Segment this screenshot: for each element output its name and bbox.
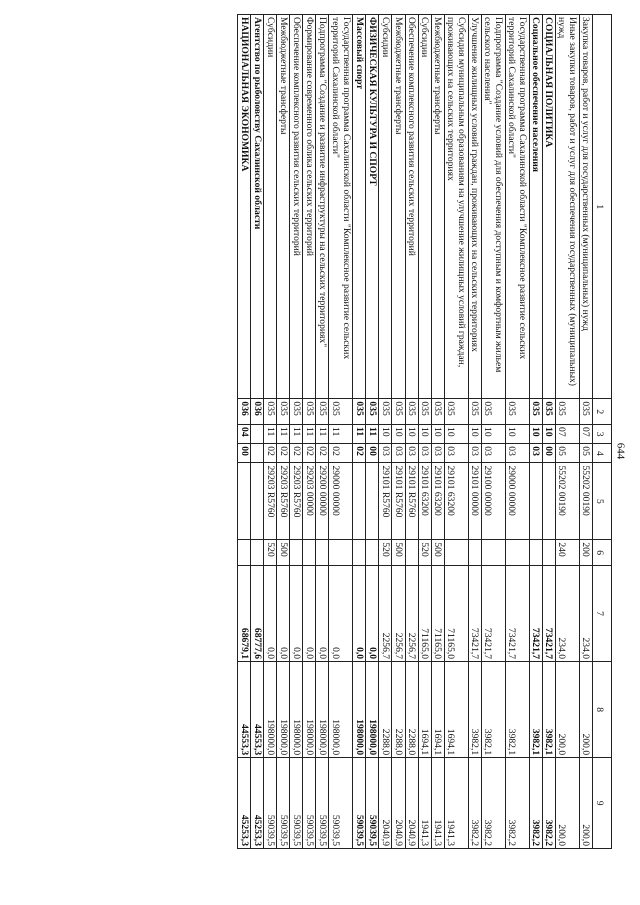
row-value-cell: 73421,7 [542,565,555,661]
row-value-cell: 02 [290,444,303,463]
row-value-cell: 036 [238,399,251,425]
row-value-cell: 2256,7 [405,565,418,661]
table-body [238,15,593,849]
row-value-cell: 29100 00000 [481,463,505,540]
column-header: 3 [593,425,612,444]
row-value-cell: 200,0 [579,758,592,849]
row-value-cell: 520 [379,540,392,566]
row-value-cell: 02 [316,444,329,463]
column-header: 1 [593,15,612,399]
row-value-cell: 03 [505,444,529,463]
row-value-cell: 3982,2 [468,758,481,849]
row-value-cell: 035 [468,399,481,425]
row-name-cell: Закупка товаров, работ и услуг для государственных (муниципальных) нужд [579,15,592,399]
row-value-cell: 198000,0 [366,662,379,758]
row-name-cell: Формирование современного облика сельских территорий [303,15,316,399]
row-value-cell [444,540,468,566]
row-value-cell: 00 [366,444,379,463]
row-value-cell: 71165,0 [431,565,444,661]
row-value-cell: 29101 00000 [468,463,481,540]
table-row [481,15,505,849]
row-value-cell: 07 [579,425,592,444]
row-value-cell: 035 [405,399,418,425]
row-value-cell: 035 [431,399,444,425]
row-value-cell: 29101 63200 [418,463,431,540]
row-value-cell [468,540,481,566]
row-value-cell: 29200 00000 [316,463,329,540]
row-value-cell: 035 [529,399,542,425]
row-value-cell: 73421,7 [505,565,529,661]
row-value-cell: 10 [431,425,444,444]
row-value-cell: 198000,0 [316,662,329,758]
row-value-cell: 02 [303,444,316,463]
row-value-cell [481,540,505,566]
row-value-cell: 29000 00000 [329,463,353,540]
table-row [444,15,468,849]
row-value-cell: 29101 R5760 [379,463,392,540]
row-value-cell: 500 [277,540,290,566]
row-value-cell: 240 [555,540,579,566]
row-value-cell: 10 [529,425,542,444]
row-value-cell: 03 [444,444,468,463]
row-value-cell [251,425,264,444]
row-value-cell: 73421,7 [468,565,481,661]
column-header: 4 [593,444,612,463]
row-value-cell: 00 [238,444,251,463]
table-row [405,15,418,849]
column-header: 7 [593,565,612,661]
table-row [366,15,379,849]
row-value-cell: 035 [329,399,353,425]
row-value-cell: 68679,1 [238,565,251,661]
table-row [316,15,329,849]
row-value-cell [290,540,303,566]
row-value-cell: 0,0 [366,565,379,661]
row-value-cell: 1694,1 [431,662,444,758]
row-value-cell: 035 [264,399,277,425]
row-value-cell: 3982,2 [542,758,555,849]
row-value-cell: 03 [392,444,405,463]
row-value-cell: 035 [481,399,505,425]
row-value-cell [251,463,264,540]
row-value-cell: 035 [579,399,592,425]
row-value-cell: 29203 R5760 [290,463,303,540]
row-name-cell: Социальное обеспечение населения [529,15,542,399]
row-value-cell: 198000,0 [303,662,316,758]
row-value-cell [316,540,329,566]
row-value-cell: 03 [431,444,444,463]
row-value-cell: 59039,5 [316,758,329,849]
row-name-cell: Агентство по рыболовству Сахалинской области [251,15,264,399]
table-row [251,15,264,849]
row-name-cell: Межбюджетные трансферты [392,15,405,399]
table-row [392,15,405,849]
row-name-cell: Субсидии [418,15,431,399]
column-header: 5 [593,463,612,540]
row-name-cell: НАЦИОНАЛЬНАЯ ЭКОНОМИКА [238,15,251,399]
row-value-cell: 0,0 [277,565,290,661]
row-value-cell: 59039,5 [366,758,379,849]
row-value-cell: 71165,0 [418,565,431,661]
row-name-cell: СОЦИАЛЬНАЯ ПОЛИТИКА [542,15,555,399]
row-value-cell: 04 [238,425,251,444]
row-value-cell: 59039,5 [277,758,290,849]
row-value-cell: 3982,1 [529,662,542,758]
row-name-cell: Улучшение жилищных условий граждан, проживающих на сельских территориях [468,15,481,399]
row-value-cell: 0,0 [264,565,277,661]
row-value-cell: 29203 00000 [303,463,316,540]
row-value-cell: 11 [303,425,316,444]
row-value-cell: 0,0 [290,565,303,661]
table-row [468,15,481,849]
row-value-cell [366,463,379,540]
row-value-cell: 035 [290,399,303,425]
row-name-cell: Субсидия муниципальным образованиям на улучшение жилищных условий граждан, проживающих на сельских территориях [444,15,468,399]
row-value-cell: 2040,9 [379,758,392,849]
row-value-cell: 520 [418,540,431,566]
row-name-cell: Массовый спорт [353,15,366,399]
row-value-cell: 55202 00190 [579,463,592,540]
row-name-cell: Иные закупки товаров, работ и услуг для обеспечения государственных (муниципальных) нужд [555,15,579,399]
row-value-cell [542,540,555,566]
row-value-cell: 10 [468,425,481,444]
row-value-cell: 59039,5 [353,758,366,849]
row-value-cell: 036 [251,399,264,425]
row-value-cell: 29203 R5760 [264,463,277,540]
budget-table [237,14,612,849]
row-value-cell: 59039,5 [303,758,316,849]
row-value-cell: 02 [277,444,290,463]
row-value-cell [529,463,542,540]
row-value-cell: 0,0 [316,565,329,661]
row-value-cell: 71165,0 [444,565,468,661]
row-value-cell: 1694,1 [418,662,431,758]
table-row [264,15,277,849]
row-value-cell: 520 [264,540,277,566]
row-value-cell: 200 [579,540,592,566]
row-value-cell: 1694,1 [444,662,468,758]
row-value-cell: 0,0 [329,565,353,661]
row-value-cell: 10 [481,425,505,444]
row-name-cell: Обеспечение комплексного развития сельских территорий [405,15,418,399]
table-row [579,15,592,849]
header-row [593,15,612,849]
table-row [277,15,290,849]
row-value-cell: 03 [468,444,481,463]
row-value-cell: 035 [542,399,555,425]
row-value-cell: 73421,7 [529,565,542,661]
row-name-cell: Межбюджетные трансферты [277,15,290,399]
row-value-cell: 10 [444,425,468,444]
row-value-cell: 200,0 [555,662,579,758]
row-value-cell: 234,0 [555,565,579,661]
row-value-cell: 45253,3 [238,758,251,849]
row-value-cell: 500 [431,540,444,566]
row-value-cell: 11 [316,425,329,444]
row-value-cell: 10 [379,425,392,444]
row-value-cell: 29101 63200 [431,463,444,540]
row-value-cell: 2256,7 [392,565,405,661]
row-value-cell [329,540,353,566]
row-value-cell: 198000,0 [277,662,290,758]
row-value-cell: 200,0 [579,662,592,758]
row-value-cell: 3982,2 [529,758,542,849]
page-number: 644 [613,442,626,460]
row-value-cell: 035 [444,399,468,425]
table-row [303,15,316,849]
row-value-cell: 3982,1 [542,662,555,758]
row-value-cell: 035 [392,399,405,425]
row-value-cell: 05 [555,444,579,463]
row-value-cell: 035 [303,399,316,425]
row-value-cell: 44553,3 [251,662,264,758]
row-value-cell: 1941,3 [431,758,444,849]
table-row [379,15,392,849]
row-value-cell: 198000,0 [264,662,277,758]
row-value-cell: 44553,3 [238,662,251,758]
row-value-cell: 035 [379,399,392,425]
row-value-cell: 59039,5 [329,758,353,849]
row-value-cell: 29203 R5760 [277,463,290,540]
row-value-cell [353,463,366,540]
row-value-cell: 200,0 [555,758,579,849]
row-value-cell: 234,0 [579,565,592,661]
table-row [542,15,555,849]
row-name-cell: Государственная программа Сахалинской области "Комплексное развитие сельских территорий Сахалинской области" [505,15,529,399]
row-value-cell: 45253,3 [251,758,264,849]
row-name-cell: Межбюджетные трансферты [431,15,444,399]
row-value-cell: 035 [505,399,529,425]
row-value-cell: 035 [555,399,579,425]
row-value-cell: 02 [353,444,366,463]
row-value-cell: 3982,2 [481,758,505,849]
table-row [418,15,431,849]
row-value-cell: 10 [542,425,555,444]
row-value-cell: 035 [353,399,366,425]
row-name-cell: Подпрограмма "Создание условий для обеспечения доступным и комфортным жильем сельского населения" [481,15,505,399]
row-value-cell: 2288,0 [405,662,418,758]
row-value-cell: 035 [418,399,431,425]
row-value-cell: 55202 00190 [555,463,579,540]
row-value-cell [405,540,418,566]
row-value-cell [251,444,264,463]
row-value-cell: 03 [379,444,392,463]
row-value-cell: 59039,5 [290,758,303,849]
row-value-cell: 11 [277,425,290,444]
column-header: 6 [593,540,612,566]
row-name-cell: Субсидии [264,15,277,399]
row-value-cell: 2256,7 [379,565,392,661]
row-value-cell: 11 [290,425,303,444]
table-header [593,15,612,849]
row-value-cell: 500 [392,540,405,566]
row-value-cell [366,540,379,566]
row-value-cell: 3982,1 [505,662,529,758]
row-value-cell: 29101 R5760 [392,463,405,540]
row-value-cell [303,540,316,566]
column-header: 9 [593,758,612,849]
table-row [431,15,444,849]
row-value-cell: 11 [329,425,353,444]
row-value-cell: 3982,1 [481,662,505,758]
row-value-cell: 03 [418,444,431,463]
row-value-cell: 2288,0 [392,662,405,758]
row-value-cell [529,540,542,566]
row-value-cell: 10 [392,425,405,444]
row-value-cell: 3982,2 [505,758,529,849]
table-row [529,15,542,849]
row-value-cell: 03 [481,444,505,463]
row-name-cell: Обеспечение комплексного развития сельских территорий [290,15,303,399]
row-value-cell [353,540,366,566]
row-value-cell: 0,0 [353,565,366,661]
table-row [353,15,366,849]
row-value-cell: 035 [316,399,329,425]
row-value-cell: 02 [264,444,277,463]
row-value-cell: 10 [505,425,529,444]
row-value-cell [251,540,264,566]
row-name-cell: Государственная программа Сахалинской области "Комплексное развитие сельских территорий Сахалинской области" [329,15,353,399]
column-header: 8 [593,662,612,758]
row-value-cell: 2288,0 [379,662,392,758]
row-value-cell: 29101 R5760 [405,463,418,540]
row-value-cell [505,540,529,566]
row-name-cell: ФИЗИЧЕСКАЯ КУЛЬТУРА И СПОРТ [366,15,379,399]
table-row [505,15,529,849]
row-name-cell: Подпрограмма "Создание и развитие инфраструктуры на сельских территориях" [316,15,329,399]
row-value-cell: 07 [555,425,579,444]
table-row [329,15,353,849]
row-value-cell: 73421,7 [481,565,505,661]
column-header: 2 [593,399,612,425]
row-value-cell: 00 [542,444,555,463]
row-value-cell: 0,0 [303,565,316,661]
row-value-cell: 05 [579,444,592,463]
row-value-cell [238,463,251,540]
row-value-cell: 3982,1 [468,662,481,758]
row-value-cell: 11 [366,425,379,444]
row-value-cell: 29000 00000 [505,463,529,540]
row-value-cell: 035 [277,399,290,425]
row-value-cell: 02 [329,444,353,463]
row-value-cell: 03 [405,444,418,463]
table-row [290,15,303,849]
row-value-cell: 1941,3 [418,758,431,849]
row-value-cell: 11 [353,425,366,444]
row-value-cell: 03 [529,444,542,463]
row-name-cell: Субсидии [379,15,392,399]
row-value-cell: 59039,5 [264,758,277,849]
row-value-cell: 29101 63200 [444,463,468,540]
row-value-cell: 10 [418,425,431,444]
row-value-cell: 11 [264,425,277,444]
table-row [238,15,251,849]
row-value-cell: 2040,9 [392,758,405,849]
row-value-cell [238,540,251,566]
row-value-cell: 10 [405,425,418,444]
row-value-cell: 198000,0 [329,662,353,758]
row-value-cell: 198000,0 [353,662,366,758]
row-value-cell: 68777,6 [251,565,264,661]
row-value-cell [542,463,555,540]
row-value-cell: 198000,0 [290,662,303,758]
table-row [555,15,579,849]
row-value-cell: 1941,3 [444,758,468,849]
row-value-cell: 035 [366,399,379,425]
row-value-cell: 2040,9 [405,758,418,849]
